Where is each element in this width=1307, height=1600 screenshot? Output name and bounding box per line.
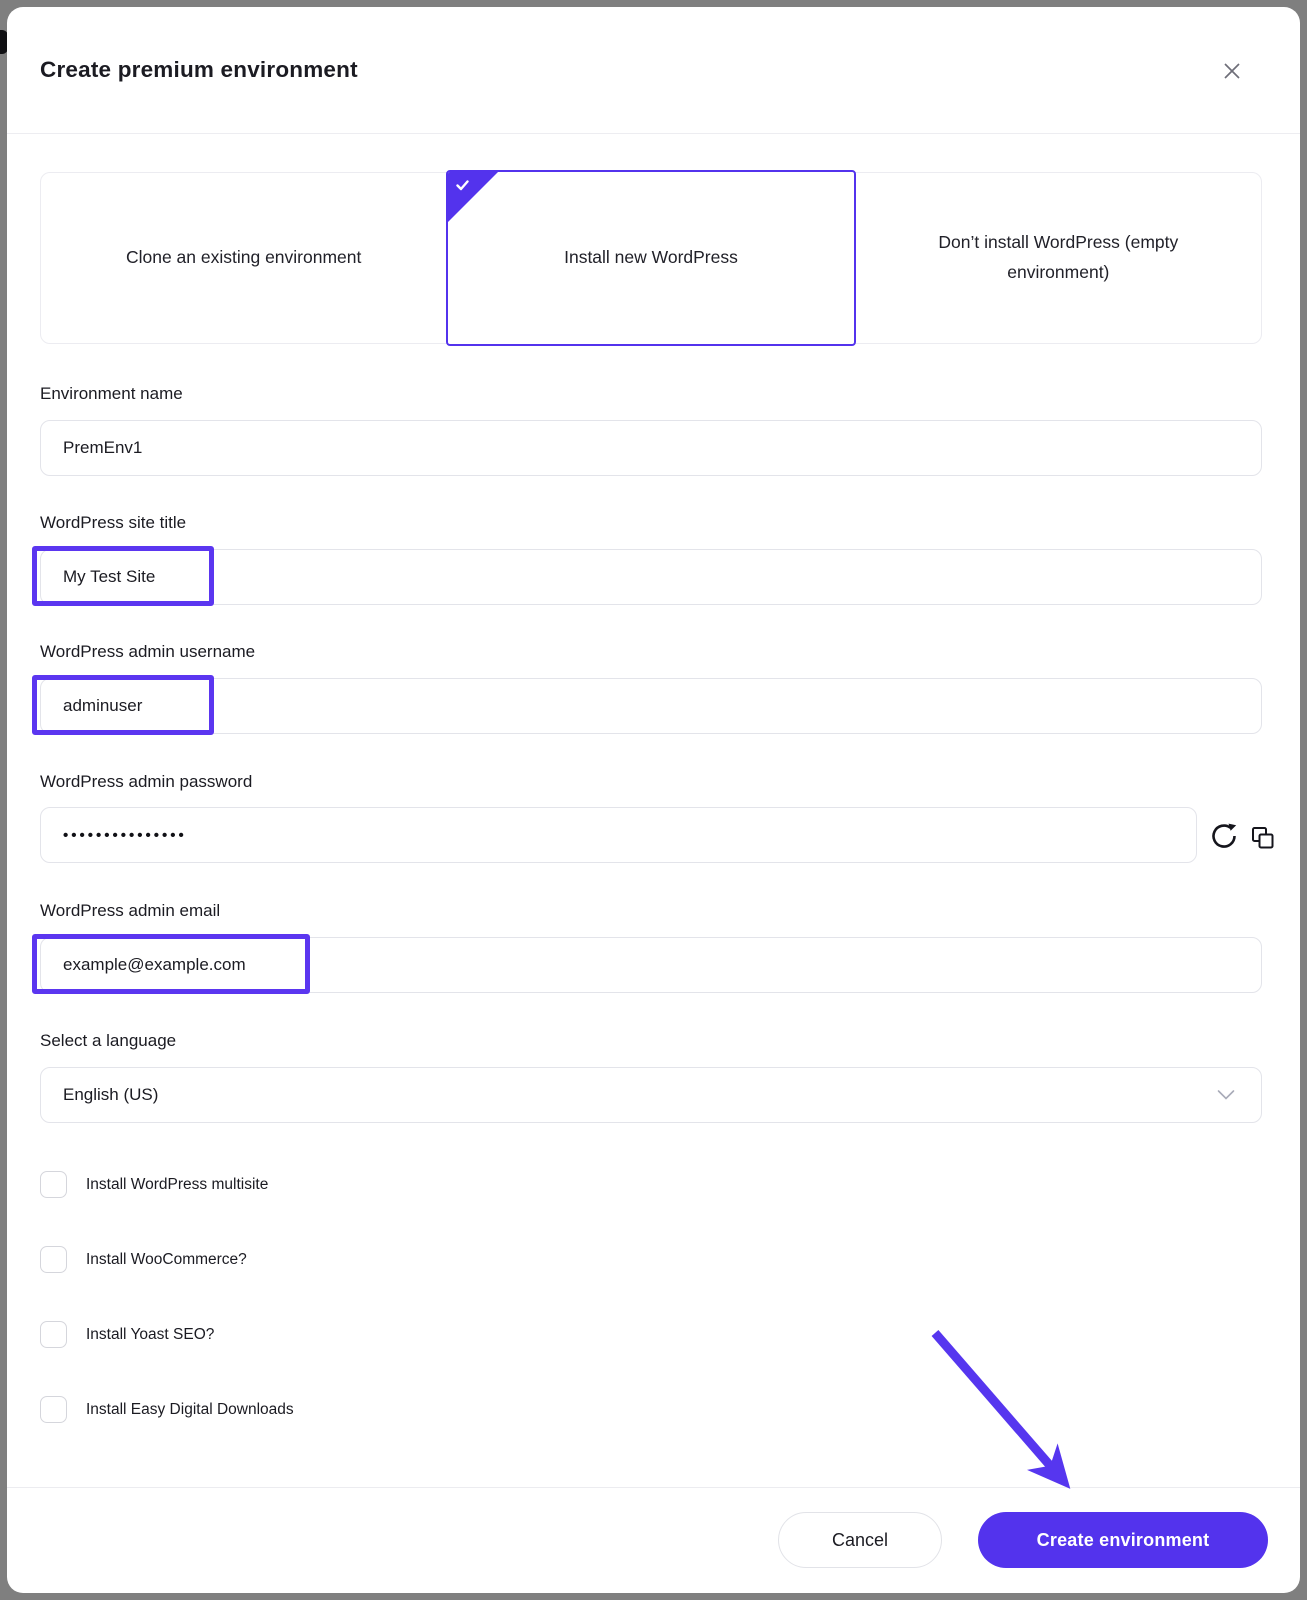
language-select[interactable] [40,1067,1262,1123]
admin-username-value: adminuser [63,696,143,715]
admin-email-value: example@example.com [63,955,246,974]
checkbox-row-woocommerce[interactable] [40,1246,247,1273]
site-title-label: WordPress site title [40,513,187,532]
checkbox-row-edd[interactable] [40,1396,294,1423]
admin-username-label: WordPress admin username [40,642,256,661]
environment-name-value: PremEnv1 [63,438,143,457]
create-premium-environment-modal [7,7,1300,1593]
close-button[interactable] [1220,59,1244,83]
refresh-icon [1209,821,1239,851]
chevron-down-icon [1217,1090,1235,1101]
cancel-button-label: Cancel [831,1529,889,1550]
easy-digital-downloads-checkbox[interactable] [40,1396,67,1423]
regenerate-password-button[interactable] [1208,820,1240,852]
woocommerce-checkbox[interactable] [40,1246,67,1273]
yoast-seo-label: Install Yoast SEO? [86,1325,215,1343]
admin-username-input[interactable] [40,678,1262,734]
create-environment-button[interactable] [978,1512,1268,1568]
easy-digital-downloads-label: Install Easy Digital Downloads [86,1400,294,1418]
language-value: English (US) [63,1085,159,1104]
check-icon [456,180,469,191]
checkbox-row-yoast[interactable] [40,1321,214,1348]
woocommerce-label: Install WooCommerce? [86,1250,247,1268]
copy-password-button[interactable] [1250,825,1276,851]
create-environment-button-label: Create environment [1036,1529,1210,1550]
site-title-value: My Test Site [63,567,156,586]
admin-email-label: WordPress admin email [40,901,221,920]
tab-install-new-wordpress[interactable] [446,170,855,346]
cancel-button[interactable] [778,1512,942,1568]
environment-name-input[interactable] [40,420,1262,476]
tab-label: Install new WordPress [564,247,738,268]
multisite-label: Install WordPress multisite [86,1175,269,1193]
close-icon [1222,61,1242,81]
admin-password-label: WordPress admin password [40,772,253,791]
site-title-input[interactable] [40,549,1262,605]
modal-header [7,7,1300,134]
environment-type-tabs [40,172,1262,344]
tab-clone-existing-environment[interactable] [41,173,446,343]
environment-name-label: Environment name [40,384,183,403]
admin-password-value: ••••••••••••••• [63,826,187,844]
tab-label: Clone an existing environment [125,247,362,268]
copy-icon [1251,826,1275,850]
multisite-checkbox[interactable] [40,1171,67,1198]
checkbox-row-multisite[interactable] [40,1171,268,1198]
modal-title: Create premium environment [40,57,358,82]
admin-email-input[interactable] [40,937,1262,993]
language-label: Select a language [40,1031,177,1050]
tab-dont-install-wordpress[interactable] [856,173,1261,343]
yoast-seo-checkbox[interactable] [40,1321,67,1348]
tab-label: Don’t install WordPress (empty environment) [938,232,1179,282]
footer-divider [7,1487,1300,1488]
admin-password-input[interactable] [40,807,1197,863]
